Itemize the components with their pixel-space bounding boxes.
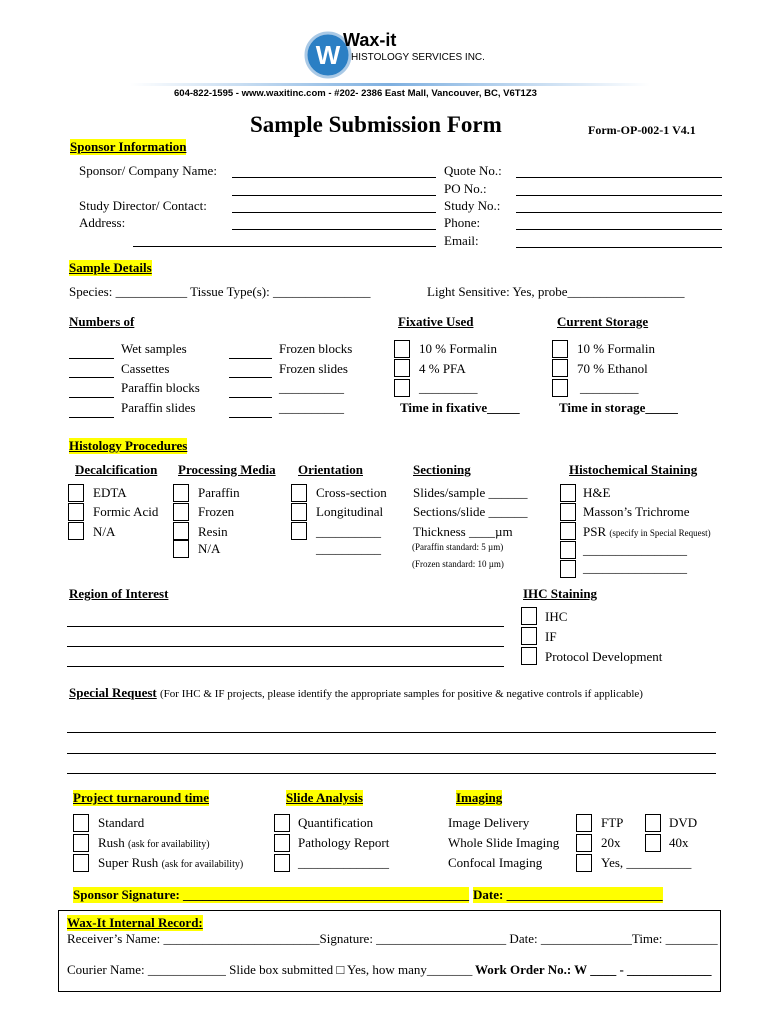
fixative-checkbox-1[interactable] — [394, 340, 410, 358]
pathology-report-label: Pathology Report — [298, 835, 390, 850]
fixative-checkbox-3[interactable] — [394, 379, 410, 397]
quote-label: Quote No.: — [444, 163, 502, 178]
histochem-checkbox-4[interactable] — [560, 541, 576, 559]
special-line-1[interactable] — [67, 732, 716, 733]
histochem-heading: Histochemical Staining — [569, 462, 698, 477]
po-line[interactable] — [516, 195, 722, 196]
frozen-blocks-line[interactable] — [229, 358, 272, 359]
sample-heading: Sample Details — [69, 260, 152, 275]
analysis-checkbox-1[interactable] — [274, 814, 290, 832]
special-request-heading: Special Request — [69, 685, 157, 700]
svg-text:W: W — [315, 40, 341, 70]
numbers-blank-line[interactable] — [229, 397, 272, 398]
paraffin-blocks-line[interactable] — [69, 397, 114, 398]
cassettes-label: Cassettes — [121, 361, 170, 376]
histochem-checkbox-3[interactable] — [560, 522, 576, 540]
ihc-label: IHC — [545, 609, 568, 624]
psr-label — [583, 524, 711, 540]
roi-line-3[interactable] — [67, 666, 504, 667]
dvd-label: DVD — [669, 815, 698, 830]
paraffin-slides-label: Paraffin slides — [121, 400, 196, 415]
email-line[interactable] — [516, 247, 722, 248]
psr-note: (specify in Special Request) — [609, 528, 711, 538]
imaging-heading: Imaging — [456, 790, 503, 805]
sponsor-company-label: Sponsor/ Company Name: — [79, 163, 217, 178]
email-label: Email: — [444, 233, 479, 248]
orientation-checkbox-2[interactable] — [291, 503, 307, 521]
roi-line-2[interactable] — [67, 646, 504, 647]
light-sensitive-field[interactable]: Light Sensitive: Yes, probe__________________ — [427, 284, 685, 299]
special-request-note: (For IHC & IF projects, please identify the appropriate samples for positive & negative controls if applicable) — [160, 688, 643, 700]
edta-label: EDTA — [93, 485, 127, 500]
rush-text: Rush — [98, 835, 125, 850]
roi-line-1[interactable] — [67, 626, 504, 627]
analysis-checkbox-3[interactable] — [274, 854, 290, 872]
study-director-line[interactable] — [232, 212, 436, 213]
company-logo — [303, 30, 485, 80]
histochem-blank-2[interactable]: ________________ — [583, 560, 687, 575]
decal-checkbox-3[interactable] — [68, 522, 84, 540]
turnaround-heading: Project turnaround time — [73, 790, 209, 805]
slides-per-sample[interactable]: Slides/sample ______ — [413, 485, 528, 500]
species-field[interactable]: Species: ___________ Tissue Type(s): _______________ — [69, 284, 371, 299]
frozen-label: Frozen — [198, 504, 235, 519]
logo-swoosh — [130, 83, 650, 86]
histochem-checkbox-2[interactable] — [560, 503, 576, 521]
fixative-heading: Fixative Used — [398, 314, 474, 329]
protocol-label: Protocol Development — [545, 649, 663, 664]
imaging-yes-field[interactable]: Yes, __________ — [601, 855, 692, 870]
address-line-1[interactable] — [232, 229, 436, 230]
special-request — [69, 685, 643, 701]
if-label: IF — [545, 629, 557, 644]
sponsor-heading: Sponsor Information — [70, 139, 187, 154]
cross-section-label: Cross-section — [316, 485, 387, 500]
ihc-checkbox-1[interactable] — [521, 607, 537, 625]
decal-na-label: N/A — [93, 524, 116, 539]
thickness-field[interactable]: Thickness ____µm — [413, 524, 513, 539]
histochem-checkbox-1[interactable] — [560, 484, 576, 502]
imaging-checkbox-4[interactable] — [645, 814, 661, 832]
longitudinal-label: Longitudinal — [316, 504, 384, 519]
slide-analysis-heading: Slide Analysis — [286, 790, 363, 805]
numbers-of-heading: Numbers of — [69, 314, 135, 329]
x40-label: 40x — [669, 835, 689, 850]
paraffin-blocks-label: Paraffin blocks — [121, 380, 200, 395]
decal-checkbox-1[interactable] — [68, 484, 84, 502]
fixative-checkbox-2[interactable] — [394, 359, 410, 377]
rush-label — [98, 835, 210, 851]
wet-samples-label: Wet samples — [121, 341, 187, 356]
study-line[interactable] — [516, 212, 722, 213]
imaging-checkbox-5[interactable] — [645, 834, 661, 852]
frozen-standard-note: (Frozen standard: 10 µm) — [412, 559, 504, 569]
processing-checkbox-3[interactable] — [173, 522, 189, 540]
fix-blank[interactable]: _________ — [419, 380, 478, 395]
time-in-storage[interactable]: Time in storage_____ — [559, 400, 678, 415]
special-line-3[interactable] — [67, 773, 716, 774]
decal-checkbox-2[interactable] — [68, 503, 84, 521]
turnaround-checkbox-3[interactable] — [73, 854, 89, 872]
receiver-row[interactable]: Receiver’s Name: ________________________Signature: ____________________ Date: ______________Time: ________ — [67, 931, 718, 946]
courier-row[interactable]: Courier Name: ____________ Slide box submitted □ Yes, how many_______ — [67, 962, 473, 977]
formic-acid-label: Formic Acid — [93, 504, 159, 519]
fix-pfa-label: 4 % PFA — [419, 361, 466, 376]
sections-per-slide[interactable]: Sections/slide ______ — [413, 504, 528, 519]
special-line-2[interactable] — [67, 753, 716, 754]
storage-checkbox-2[interactable] — [552, 359, 568, 377]
ihc-checkbox-3[interactable] — [521, 647, 537, 665]
he-label: H&E — [583, 485, 611, 500]
imaging-checkbox-3[interactable] — [576, 854, 592, 872]
internal-record-heading: Wax-It Internal Record: — [67, 915, 203, 930]
ihc-heading: IHC Staining — [523, 586, 598, 601]
rush-note: (ask for availability) — [127, 839, 210, 850]
histology-heading: Histology Procedures — [69, 438, 188, 453]
fix-formalin-label: 10 % Formalin — [419, 341, 497, 356]
storage-formalin-label: 10 % Formalin — [577, 341, 655, 356]
numbers-blank-2[interactable]: __________ — [279, 400, 344, 415]
time-in-fixative[interactable]: Time in fixative_____ — [400, 400, 520, 415]
signature-date[interactable]: Date: ________________________ — [473, 887, 663, 902]
numbers-blank-1[interactable]: __________ — [279, 380, 344, 395]
analysis-blank[interactable]: ______________ — [298, 855, 389, 870]
work-order[interactable]: Work Order No.: W ____ - _____________ — [475, 962, 712, 977]
frozen-blocks-label: Frozen blocks — [279, 341, 353, 356]
wsi-label: Whole Slide Imaging — [448, 835, 560, 850]
processing-heading: Processing Media — [178, 462, 276, 477]
paraffin-slides-line[interactable] — [69, 417, 114, 418]
histochem-blank-1[interactable]: ________________ — [583, 542, 687, 557]
processing-checkbox-1[interactable] — [173, 484, 189, 502]
quote-line[interactable] — [516, 177, 722, 178]
roi-heading: Region of Interest — [69, 586, 169, 601]
turnaround-checkbox-1[interactable] — [73, 814, 89, 832]
study-director-label: Study Director/ Contact: — [79, 198, 207, 213]
sectioning-heading: Sectioning — [413, 462, 471, 477]
address-label: Address: — [79, 215, 126, 230]
turnaround-checkbox-2[interactable] — [73, 834, 89, 852]
orientation-heading: Orientation — [298, 462, 363, 477]
sponsor-signature[interactable]: Sponsor Signature: ____________________________________________ — [73, 887, 470, 902]
processing-na-label: N/A — [198, 541, 221, 556]
quantification-label: Quantification — [298, 815, 374, 830]
image-delivery-label: Image Delivery — [448, 815, 530, 830]
form-title: Sample Submission Form — [250, 112, 502, 137]
orientation-checkbox-1[interactable] — [291, 484, 307, 502]
storage-checkbox-1[interactable] — [552, 340, 568, 358]
ftp-label: FTP — [601, 815, 624, 830]
histochem-checkbox-5[interactable] — [560, 560, 576, 578]
cassettes-line[interactable] — [69, 377, 114, 378]
imaging-checkbox-1[interactable] — [576, 814, 592, 832]
analysis-checkbox-2[interactable] — [274, 834, 290, 852]
processing-checkbox-2[interactable] — [173, 503, 189, 521]
po-label: PO No.: — [444, 181, 487, 196]
decalcification-heading: Decalcification — [75, 462, 158, 477]
sponsor-company-line[interactable] — [232, 177, 436, 178]
storage-blank[interactable]: _________ — [580, 380, 639, 395]
imaging-checkbox-2[interactable] — [576, 834, 592, 852]
super-rush-text: Super Rush — [98, 855, 159, 870]
super-rush-note: (ask for availability) — [161, 859, 244, 870]
x20-label: 20x — [601, 835, 621, 850]
frozen-slides-label: Frozen slides — [279, 361, 348, 376]
storage-ethanol-label: 70 % Ethanol — [577, 361, 648, 376]
logo-subtitle: HISTOLOGY SERVICES INC. — [351, 52, 485, 63]
contact-line: 604-822-1595 - www.waxitinc.com - #202- 2386 East Mall, Vancouver, BC, V6T1Z3 — [174, 88, 537, 99]
resin-label: Resin — [198, 524, 228, 539]
form-code: Form-OP-002-1 V4.1 — [588, 123, 696, 137]
storage-heading: Current Storage — [557, 314, 649, 329]
wet-samples-line[interactable] — [69, 358, 114, 359]
frozen-slides-line[interactable] — [229, 377, 272, 378]
phone-label: Phone: — [444, 215, 481, 230]
logo-name: Wax-it — [343, 30, 397, 50]
storage-checkbox-3[interactable] — [552, 379, 568, 397]
standard-label: Standard — [98, 815, 145, 830]
super-rush-label — [98, 855, 243, 871]
masson-label: Masson’s Trichrome — [583, 504, 690, 519]
address-line-2[interactable] — [133, 246, 436, 247]
study-label: Study No.: — [444, 198, 501, 213]
phone-line[interactable] — [516, 229, 722, 230]
paraffin-standard-note: (Paraffin standard: 5 µm) — [412, 542, 504, 552]
confocal-label: Confocal Imaging — [448, 855, 543, 870]
psr-text: PSR — [583, 524, 607, 539]
numbers-blank-line-2[interactable] — [229, 417, 272, 418]
orientation-blank-2[interactable]: __________ — [316, 541, 381, 556]
sponsor-company-line-2[interactable] — [232, 195, 436, 196]
processing-checkbox-4[interactable] — [173, 540, 189, 558]
orientation-checkbox-3[interactable] — [291, 522, 307, 540]
ihc-checkbox-2[interactable] — [521, 627, 537, 645]
paraffin-label: Paraffin — [198, 485, 240, 500]
orientation-blank-1[interactable]: __________ — [316, 524, 381, 539]
